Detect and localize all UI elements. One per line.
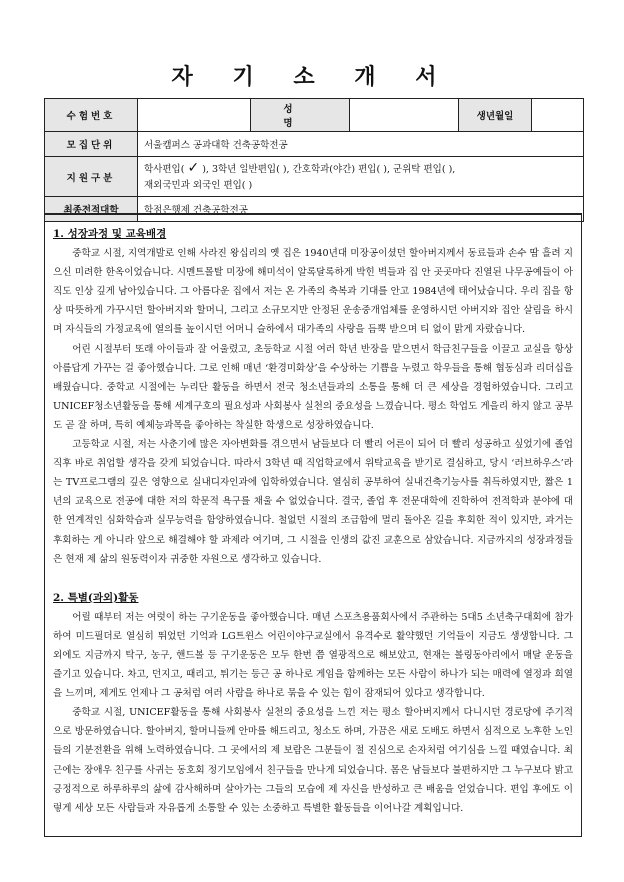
birthdate-value: [532, 99, 584, 132]
activities-paragraph: 어릴 때부터 저는 여럿이 하는 구기운동을 좋아했습니다. 매년 스포츠용품회사에서 주관하는 5대5 소년축구대회에 참가하여 미드필더로 열심히 뛰었던 기억과 LG트윈스 어린이야구교실에서 유격수로 활약했던 기억들이 지금도 생생합니다. 그 외에도 지금까지 탁구, 농구, 핸드볼 등 구기운동은 모두 한번 쯤 열광적으로 해보았고, 현재는 볼링동아리에서 매달 운동을 즐기고 있습니다. 차고, 던지고, 때리고, 튀기는 등근 공 하나로 게임을 함께하는 모든 사람이 하나가 되는 매력에 열정과 희열을 느끼며, 제게도 언제나 그 공처럼 여러 사람을 하나로 묶을 수 있는 힘이 잠재되어 있다고 생각합니다.: [53, 611, 573, 700]
type-option-bachelor: 학사편입(: [144, 163, 185, 175]
section-growth-title: 1. 성장과정 및 교육배경: [53, 228, 167, 240]
type-option-overseas: 재외국민과 외국인 편입( ): [144, 179, 253, 191]
recruit-unit-label: 모집단위: [45, 132, 138, 157]
section-activities-title: 2. 특별(과외)활동: [53, 591, 139, 604]
type-option-military: ), 군위탁 편입(: [383, 163, 446, 175]
document-title: 자 기 소 개 서: [171, 64, 453, 90]
type-option-nursing: ), 간호학과(야간) 편입(: [282, 163, 381, 175]
applicant-info-table: [44, 98, 584, 222]
activities-paragraph: 중학교 시절, UNICEF활동을 통해 사회봉사 실천의 중요성을 느낀 저는 평소 할아버지께서 다니시던 경로당에 주기적으로 방문하였습니다. 할아버지, 할머니들께 안마를 해드리고, 청소도 하며, 가끔은 새로 도배도 하면서 심적으로 노후한 노인들의 기분전환을 위해 노력하였습니다. 그 곳에서의 제 보람은 그분들이 절 진심으로 손자처럼 여기심을 느낄 때였습니다. 최근에는 장애우 친구를 사귀는 동호회 정기모임에서 친구들을 만나게 되었습니다. 몸은 남들보다 불편하지만 그 누구보다 밝고 긍정적으로 하루하루의 삶에 감사해하며 살아가는 그들의 모습에 제 자신을 반성하고 큰 배움을 얻었습니다. 편입 후에도 이렇게 세상 모든 사람들과 자유롭게 소통할 수 있는 소중하고 특별한 활동들을 이어나갈 계획입니다.: [53, 707, 573, 814]
exam-number-label: 수험번호: [45, 99, 138, 132]
application-type-label: 지원구분: [45, 157, 138, 197]
type-option-general: ), 3학년 일반편입(: [202, 163, 280, 175]
application-type-options: [138, 157, 584, 197]
recruit-unit-value: 서울캠퍼스 공과대학 건축공학전공: [138, 132, 584, 157]
last-school-value: 학점은행제 건축공학전공: [138, 197, 584, 222]
type-option-end: ),: [448, 163, 456, 175]
growth-paragraph: 중학교 시절, 지역개발로 인해 사라진 왕십리의 옛 집은 1940년대 미장공이셨던 할아버지께서 동료들과 손수 땀 흘려 지으신 미려한 한옥이었습니다. 시멘트몰탈 미장에 해미석이 알록달록하게 박힌 벽들과 집 안 곳곳마다 진열된 나무공예들이 아직도 인상 깊게 남아있습니다. 그 아름다운 집에서 저는 온 가족의 축복과 기대를 안고 1984년에 태어났습니다. 우리 집을 항상 따뜻하게 가꾸시던 할아버지와 할머니, 그리고 소규모지만 안정된 운송중개업체를 운영하시던 아버지와 집안 살림을 하시며 자식들의 가정교육에 열의를 높이시던 어머니 슬하에서 대가족의 사랑을 듬뿍 받으며 티 없이 맑게 자랐습니다.: [53, 248, 573, 336]
birthdate-label: 생년월일: [459, 99, 532, 132]
name-label: 성 명: [251, 99, 350, 132]
name-value: [350, 99, 459, 132]
growth-paragraph: 고등학교 시절, 저는 사춘기에 많은 자아변화를 겪으면서 남들보다 더 빨리 어른이 되어 더 빨리 성공하고 싶었기에 졸업 직후 바로 취업할 생각을 갖게 되었습니다. 따라서 3학년 때 직업학교에서 위탁교육을 받기로 결심하고, 당시 ‘러브하우스’라는 TV프로그램의 깊은 영향으로 실내디자인과에 입학하였습니다. 열심히 공부하여 실내건축기능사를 취득하였지만, 짧은 1년의 교육으로 전공에 대한 저의 학문적 욕구를 채울 수 없었습니다. 결국, 졸업 후 전문대학에 진학하여 전적학과 분야에 대한 연계적인 심화학습과 실무능력을 함양하였습니다. 철없던 시절의 조급함에 멀리 돌아온 길을 후회한 적이 있지만, 과거는 후회하는 게 아니라 앞으로 해결해야 할 과제라 여기며, 그 시절을 인생의 값진 교훈으로 삼았습니다. 지금까지의 성장과정들은 현재 제 삶의 원동력이자 귀중한 자원으로 생각하고 있습니다.: [53, 439, 573, 565]
exam-number-value: [138, 99, 251, 132]
checkmark-icon: ✓: [187, 159, 200, 176]
last-school-label: 최종전적대학: [45, 197, 138, 222]
growth-paragraph: 어린 시절부터 또래 아이들과 잘 어울렸고, 초등학교 시절 여러 학년 반장을 맡으면서 학급친구들을 이끌고 교실을 항상 아름답게 가꾸는 걸 좋아했습니다. 그로 인해 매년 ‘환경미화상’을 수상하는 기쁨을 누렸고 학우들을 통해 협동심과 리더십을 배웠습니다. 중학교 시절에는 누리단 활동을 하면서 전국 청소년들과의 소통을 통해 더 큰 세상을 경험하였습니다. 그리고 UNICEF청소년활동을 통해 세계구호의 필요성과 사회봉사 실천의 중요성을 느꼈습니다. 평소 학업도 게을리 하지 않고 공부도 곧 잘 하며, 특히 예체능과목을 좋아하는 착실한 학생으로 성장하였습니다.: [53, 343, 573, 431]
essay-body: [44, 213, 582, 837]
